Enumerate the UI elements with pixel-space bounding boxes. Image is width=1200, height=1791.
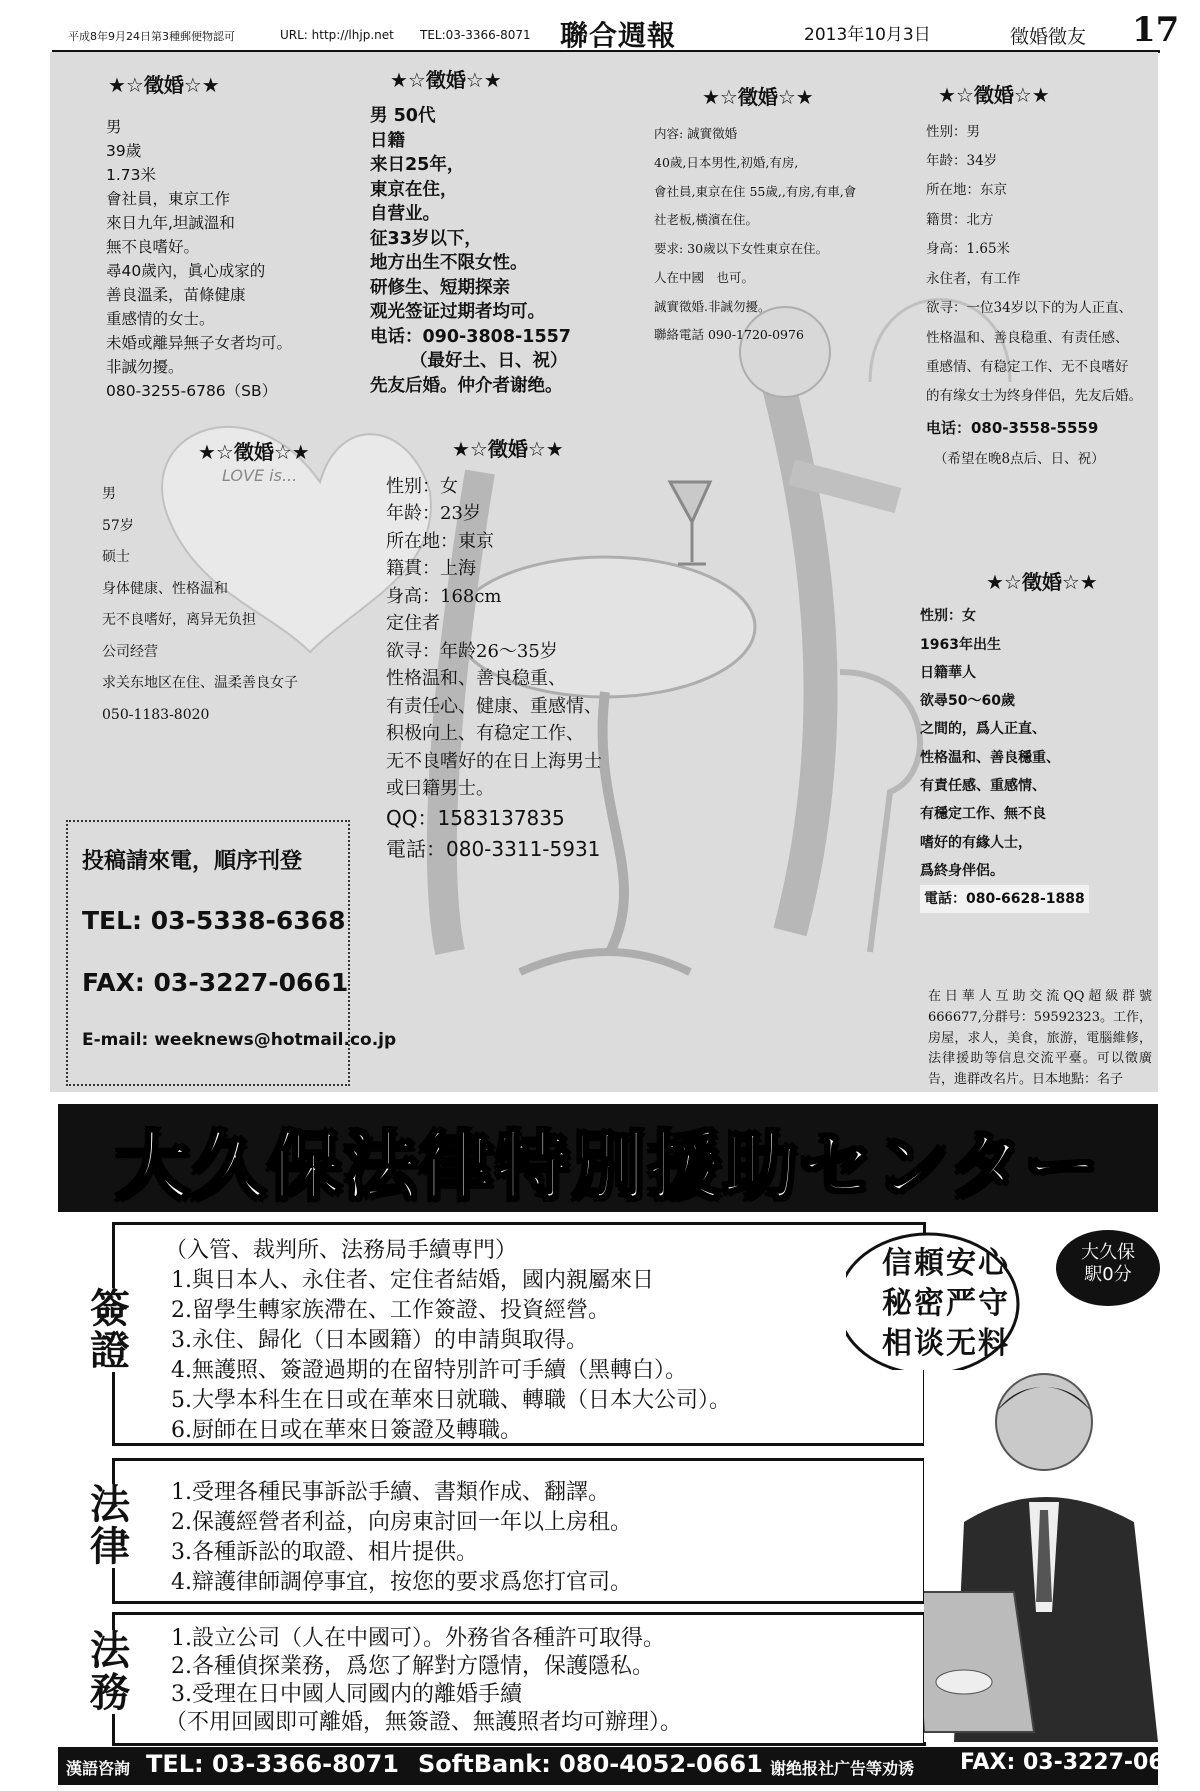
ad-line: 身高：1.65米 xyxy=(926,241,1011,258)
ad-title: ★☆徵婚☆★ xyxy=(452,437,564,461)
banner-title: 大久保法律特別援助センター xyxy=(115,1124,1101,1210)
service-line: 4.辯護律師調停事宜，按您的要求爲您打官司。 xyxy=(171,1570,632,1595)
legal-center-banner xyxy=(58,1104,1158,1212)
ad-line: （希望在晚8点后、日、祝） xyxy=(934,450,1105,467)
laptop xyxy=(924,1592,1034,1732)
man-head xyxy=(996,1374,1092,1470)
service-line: 3.永住、歸化（日本國籍）的申請與取得。 xyxy=(171,1328,588,1353)
ad-line: 之間的，爲人正直、 xyxy=(920,721,1046,738)
ad-line: 性格温和、善良稳重、有责任感、 xyxy=(926,329,1129,346)
ad-line: 所在地：东京 xyxy=(926,182,1007,199)
newspaper-name: 聯合週報 xyxy=(560,19,677,52)
submission-prompt: 投稿請來電，順序刊登 xyxy=(82,849,303,874)
service-line: 3.受理在日中國人同國内的離婚手續 xyxy=(171,1682,522,1707)
ad-line: 无不良嗜好，离异无负担 xyxy=(102,612,256,628)
ad-line: 的有缘女士为终身伴侣，先友后婚。 xyxy=(926,388,1142,405)
ad-line: 内容: 誠實徵婚 xyxy=(654,126,738,141)
ad-line: 39歲 xyxy=(106,142,142,161)
ad-line: 會社員，東京工作 xyxy=(106,190,231,209)
ad-line: 永住者，有工作 xyxy=(926,270,1021,287)
badge-secrecy: 秘密严守 xyxy=(882,1286,1010,1321)
ad-line: 观光签证过期者均可。 xyxy=(370,302,545,322)
ad-line: 欲尋50～60歲 xyxy=(920,693,1015,710)
section-name: 徵婚徵友 xyxy=(1010,26,1087,48)
ad-line: 身体健康、性格温和 xyxy=(102,580,228,597)
law-label: 法 律 xyxy=(84,1484,136,1568)
ad-line: 聯絡電話 090-1720-0976 xyxy=(654,327,804,343)
ad-line: 男 xyxy=(106,118,122,136)
love-caption: LOVE is... xyxy=(222,466,298,485)
submission-fax: FAX: 03-3227-0661 xyxy=(82,968,349,997)
ad-line: 57岁 xyxy=(102,517,134,534)
service-line: 2.留學生轉家族滯在、工作簽證、投資經營。 xyxy=(171,1298,610,1323)
ad-line: 性别：女 xyxy=(386,475,458,497)
service-line: 5.大學本科生在日或在華來日就職、轉職（日本大公司）。 xyxy=(171,1388,731,1413)
issue-date: 2013年10月3日 xyxy=(804,25,931,45)
ad-line: 或曰籍男士。 xyxy=(386,778,494,800)
qq-group-notice: 在日華人互助交流QQ超級群號666677,分群号：59592323。工作，房屋，求人，美食，旅游，電腦維修，法律援助等信息交流平臺。可以徵廣告，進群改名片。日本地點：名子 xyxy=(928,989,1152,1088)
ad-title: ★☆徵婚☆★ xyxy=(986,570,1098,594)
footer-tel: TEL: 03-3366-8071 xyxy=(146,1750,399,1778)
ad-line: 所在地：東京 xyxy=(386,530,494,552)
ad-line: 年龄：23岁 xyxy=(386,503,481,525)
service-line: （不用回國即可離婚，無簽證、無護照者均可辦理）。 xyxy=(165,1710,683,1735)
service-line: 2.保護經營者利益，向房東討回一年以上房租。 xyxy=(171,1510,632,1535)
header-url[interactable]: URL: http://lhjp.net xyxy=(280,28,394,42)
personal-ad-7 xyxy=(920,562,1098,913)
ad-line: 人在中國 也可。 xyxy=(654,269,755,285)
personal-ad-6 xyxy=(386,434,602,864)
figure-right xyxy=(770,352,821,932)
badge-trust: 信頼安心 xyxy=(882,1246,1010,1281)
submission-email[interactable]: E-mail: weeknews@hotmail.co.jp xyxy=(82,1030,397,1050)
ad-title: ★☆徵婚☆★ xyxy=(938,83,1050,107)
ad-line: 积极向上、有稳定工作、 xyxy=(386,723,584,745)
ad-line: 性别：男 xyxy=(926,123,980,140)
ad-line: 1963年出生 xyxy=(920,636,1001,653)
ad-line: 男 50代 xyxy=(370,106,436,126)
ad-line: 电话：090-3808-1557 xyxy=(370,326,571,347)
ad-title: ★☆徵婚☆★ xyxy=(108,73,220,97)
table-base xyxy=(520,952,690,972)
ad-line: 籍貫：上海 xyxy=(386,558,476,580)
ad-line: 男 xyxy=(102,486,116,502)
visa-services-box xyxy=(112,1222,926,1446)
ad-line: 050-1183-8020 xyxy=(102,706,210,723)
personal-ad-3 xyxy=(654,74,856,350)
personals-panel xyxy=(50,52,1158,1092)
ad-line: 籍贯：北方 xyxy=(926,211,994,228)
ad-line: 身高：168cm xyxy=(386,585,502,607)
ad-line: 電話：080-6628-1888 xyxy=(920,885,1089,913)
glass-icon xyxy=(670,482,710,564)
ad-line: 来日25年， xyxy=(370,155,465,175)
badge-free-consult: 相谈无料 xyxy=(882,1326,1010,1361)
ad-line: QQ：1583137835 xyxy=(386,805,565,830)
ad-line: 有穩定工作、無不良 xyxy=(920,806,1046,823)
ad-line: 無不良嗜好。 xyxy=(106,238,200,257)
ad-line: 來日九年,坦誠溫和 xyxy=(106,214,235,233)
postal-permit: 平成8年9月24日第3種郵便物認可 xyxy=(68,30,235,43)
footer-notice: 谢绝报社广告等劝诱 xyxy=(770,1759,915,1778)
footer-fax: FAX: 03-3227-0661 xyxy=(960,1750,1195,1775)
ad-line: 年龄：34岁 xyxy=(926,153,998,170)
ad-line: 研修生、短期探亲 xyxy=(370,277,510,298)
service-line: 2.各種偵探業務，爲您了解對方隱情，保護隱私。 xyxy=(171,1654,654,1679)
submission-tel: TEL: 03-5338-6368 xyxy=(82,906,346,935)
ad-line: 嗜好的有緣人士， xyxy=(920,834,1032,851)
service-line: 1.設立公司（人在中國可）。外務省各種許可取得。 xyxy=(171,1626,665,1651)
ad-title: ★☆徵婚☆★ xyxy=(390,68,502,92)
ad-line: 有責任感、重感情、 xyxy=(920,777,1046,794)
ad-line: 欲寻：年龄26～35岁 xyxy=(386,640,558,662)
ad-title: ★☆徵婚☆★ xyxy=(198,440,310,464)
ad-line: 誠實徵婚.非誠勿擾。 xyxy=(654,298,771,314)
ad-line: 重感情的女士。 xyxy=(106,310,215,329)
ad-line: 性格温和、善良穩重、 xyxy=(920,749,1060,766)
ad-line: 征33岁以下， xyxy=(370,228,482,249)
ad-line: 性格温和、善良稳重、 xyxy=(386,668,566,690)
header-tel: TEL:03-3366-8071 xyxy=(420,28,531,42)
ad-line: 自营业。 xyxy=(370,204,440,224)
ad-line: 爲終身伴侶。 xyxy=(920,862,1004,879)
ad-line: 日籍 xyxy=(370,130,405,151)
ad-line: 性別：女 xyxy=(920,608,976,625)
ad-line: 地方出生不限女性。 xyxy=(370,253,528,273)
affairs-label: 法 務 xyxy=(84,1630,136,1714)
ad-line: 重感情、有稳定工作、无不良嗜好 xyxy=(926,358,1129,375)
ad-line: 080-3255-6786（SB） xyxy=(106,382,278,401)
ad-line: 1.73米 xyxy=(106,166,157,185)
ad-title: ★☆徵婚☆★ xyxy=(702,85,814,109)
service-line: 4.無護照、簽證過期的在留特別許可手續（黑轉白）。 xyxy=(171,1358,687,1383)
ad-line: （最好土、日、祝） xyxy=(410,351,568,371)
personal-ad-4 xyxy=(926,74,1142,474)
ad-line: 日籍華人 xyxy=(920,664,976,681)
ad-line: 要求: 30歲以下女性東京在住。 xyxy=(654,241,829,256)
page-number: 17 xyxy=(1132,10,1180,50)
chair-right xyxy=(840,672,920,952)
law-services-box xyxy=(112,1458,926,1604)
footer-softbank: SoftBank: 080-4052-0661 xyxy=(418,1750,763,1778)
ad-line: 硕士 xyxy=(102,549,130,565)
station-badge: 大久保 駅0分 xyxy=(1056,1230,1160,1306)
ad-line: 尋40歲內，眞心成家的 xyxy=(106,262,266,281)
ad-line: 无不良嗜好的在日上海男士 xyxy=(386,750,602,772)
ad-line: 40歲,日本男性,初婚,有房, xyxy=(654,154,799,170)
ad-line: 未婚或離异無子女者均可。 xyxy=(106,334,293,353)
ad-line: 电话：080-3558-5559 xyxy=(926,418,1099,437)
service-line: （入管、裁判所、法務局手續専門） xyxy=(165,1238,518,1263)
ad-line: 先友后婚。仲介者谢绝。 xyxy=(370,375,563,396)
ad-line: 欲寻：一位34岁以下的为人正直、 xyxy=(926,300,1133,317)
service-line: 1.受理各種民事訴訟手續、書類作成、翻譯。 xyxy=(171,1480,610,1505)
ad-line: 會社員,東京在住 55歲,,有房,有車,會 xyxy=(654,183,857,199)
ad-line: 東京在住， xyxy=(370,179,458,200)
service-line: 1.與日本人、永住者、定住者結婚，國内親屬來日 xyxy=(171,1268,654,1293)
businessman-photo xyxy=(924,1352,1158,1742)
personal-ad-1 xyxy=(108,70,292,403)
ad-line: 社老板,橫濱在住。 xyxy=(654,212,758,228)
ad-line: 電話：080-3311-5931 xyxy=(386,836,601,861)
ad-line: 定住者 xyxy=(386,613,440,635)
coffee-cup xyxy=(936,1670,992,1694)
ad-line: 非誠勿擾。 xyxy=(106,358,184,377)
personal-ad-2 xyxy=(370,66,571,398)
page-header xyxy=(52,10,1180,53)
service-line: 3.各種訴訟的取證、相片提供。 xyxy=(171,1540,478,1565)
consult-label: 漢語咨詢 xyxy=(66,1759,131,1778)
service-line: 6.厨師在日或在華來日簽證及轉職。 xyxy=(171,1418,522,1443)
table-leg xyxy=(603,692,624,952)
ad-line: 善良溫柔，苗條健康 xyxy=(106,286,246,305)
ad-line: 公司经营 xyxy=(102,643,158,660)
submission-contact-box xyxy=(66,820,397,1086)
visa-label: 簽 證 xyxy=(84,1288,136,1372)
ad-line: 求关东地区在住、温柔善良女子 xyxy=(102,675,298,691)
legal-affairs-box xyxy=(112,1612,926,1746)
personal-ad-5 xyxy=(102,430,310,731)
ad-line: 有责任心、健康、重感情、 xyxy=(386,695,602,717)
footer-contact-bar xyxy=(58,1747,1195,1785)
